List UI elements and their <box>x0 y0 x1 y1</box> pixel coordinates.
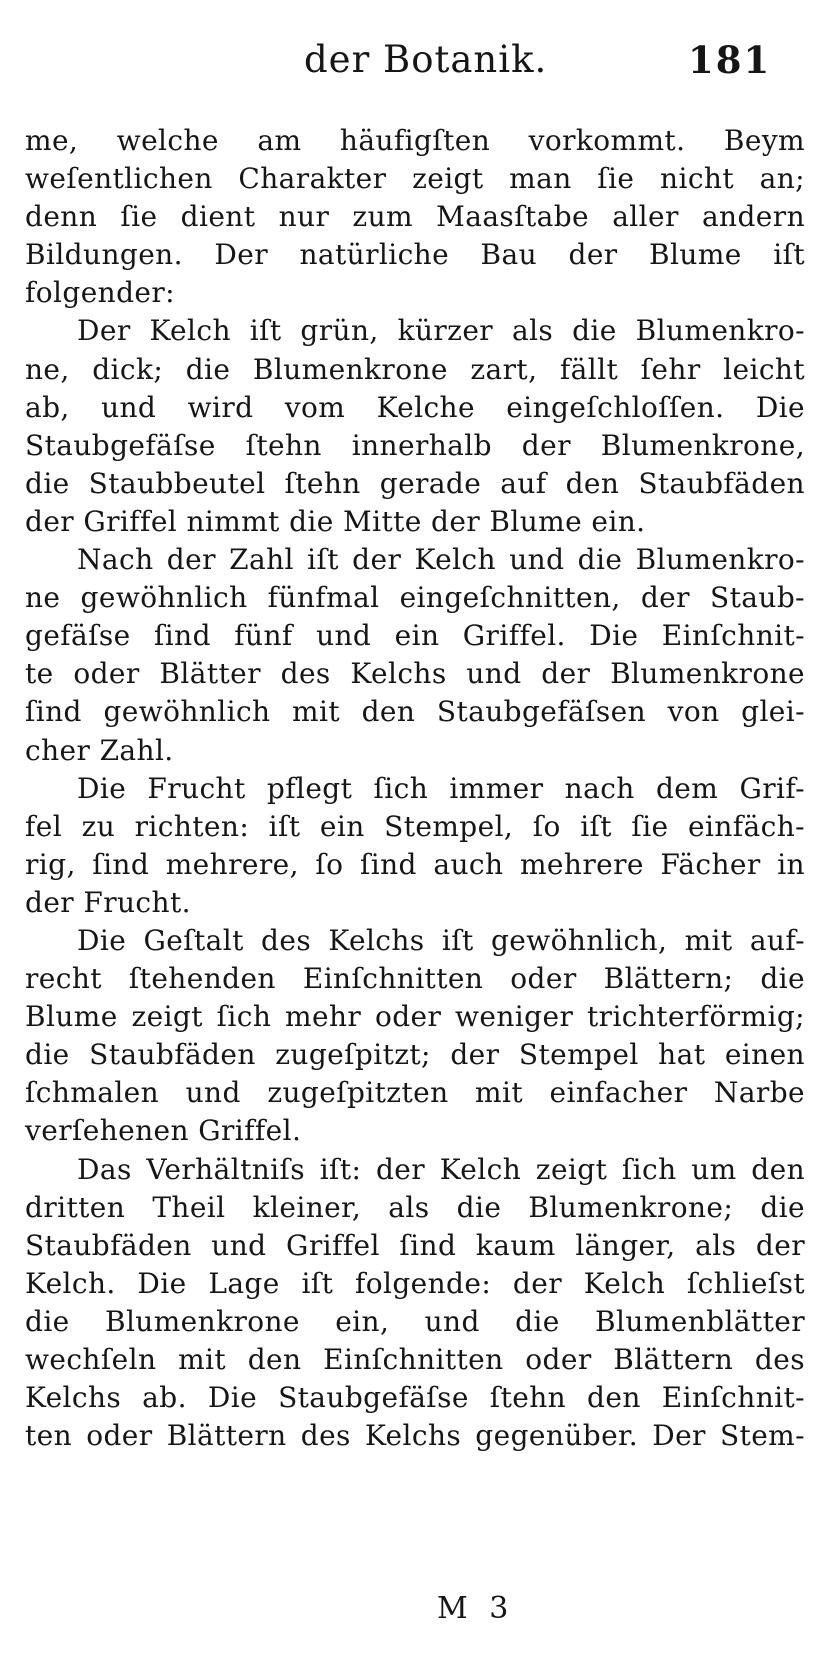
text-line: cher Zahl. <box>25 733 174 767</box>
text-line: folgender: <box>25 276 176 310</box>
text-line: Bildungen. Der natürliche Bau der Blume iſt <box>25 238 805 272</box>
text-line: Staubgefäſse ſtehn innerhalb der Blumenkrone, <box>25 428 805 462</box>
page-number: 181 <box>688 38 772 82</box>
text-line: Der Kelch iſt grün, kürzer als die Blumenkro- <box>77 314 805 348</box>
text-line: fel zu richten: iſt ein Stempel, ſo iſt ſie einfäch- <box>25 809 805 843</box>
printer-signature: M 3 <box>437 1591 515 1626</box>
text-line: ſind gewöhnlich mit den Staubgefäſsen von glei- <box>25 695 805 729</box>
text-line: ab, und wird vom Kelche eingeſchloſſen. Die <box>25 390 805 424</box>
text-line: der Frucht. <box>25 885 191 919</box>
text-line: Nach der Zahl iſt der Kelch und die Blumenkro- <box>77 543 805 577</box>
text-line: ne, dick; die Blumenkrone zart, fällt ſehr leicht <box>25 352 805 386</box>
text-line: die Staubfäden zugeſpitzt; der Stempel hat einen <box>25 1038 805 1072</box>
text-line: recht ſtehenden Einſchnitten oder Blättern; die <box>25 962 805 996</box>
text-line: me, welche am häufigſten vorkommt. Beym <box>25 124 805 157</box>
text-line: wechſeln mit den Einſchnitten oder Blättern des <box>25 1343 805 1376</box>
text-line: rig, ſind mehrere, ſo ſind auch mehrere Fächer in <box>25 847 805 881</box>
body-text <box>25 122 805 1455</box>
text-line: Die Frucht pflegt ſich immer nach dem Grif- <box>77 771 805 805</box>
text-line: Das Verhältniſs iſt: der Kelch zeigt ſich um den <box>77 1152 805 1186</box>
text-line: Die Geſtalt des Kelchs iſt gewöhnlich, mit auf- <box>77 923 805 957</box>
running-title: der Botanik. <box>304 38 548 81</box>
text-line: te oder Blätter des Kelchs und der Blumenkrone <box>25 657 805 691</box>
text-line: Kelchs ab. Die Staubgefäſse ſtehn den Einſchnit- <box>25 1381 805 1415</box>
text-line: Kelch. Die Lage iſt folgende: der Kelch ſchlieſst <box>25 1266 805 1300</box>
text-line: der Griffel nimmt die Mitte der Blume ein. <box>25 504 646 538</box>
text-line: Blume zeigt ſich mehr oder weniger trichterförmig; <box>25 1000 805 1034</box>
text-line: Staubfäden und Griffel ſind kaum länger, als der <box>25 1228 805 1262</box>
text-line: denn ſie dient nur zum Maasſtabe aller andern <box>25 200 805 234</box>
text-line: die Staubbeutel ſtehn gerade auf den Staubfäden <box>25 466 805 500</box>
text-line: weſentlichen Charakter zeigt man ſie nicht an; <box>25 162 805 196</box>
text-line: verſehenen Griffel. <box>25 1114 302 1148</box>
text-line: ſchmalen und zugeſpitzten mit einfacher Narbe <box>25 1076 805 1110</box>
running-header <box>0 38 830 98</box>
text-line: dritten Theil kleiner, als die Blumenkrone; die <box>25 1190 805 1224</box>
text-line: ne gewöhnlich fünfmal eingeſchnitten, der Staub- <box>25 581 805 615</box>
text-line: gefäſse ſind fünf und ein Griffel. Die Einſchnit- <box>25 619 805 653</box>
text-line: die Blumenkrone ein, und die Blumenblätter <box>25 1304 805 1338</box>
text-line: ten oder Blättern des Kelchs gegenüber. Der Stem- <box>25 1419 805 1453</box>
